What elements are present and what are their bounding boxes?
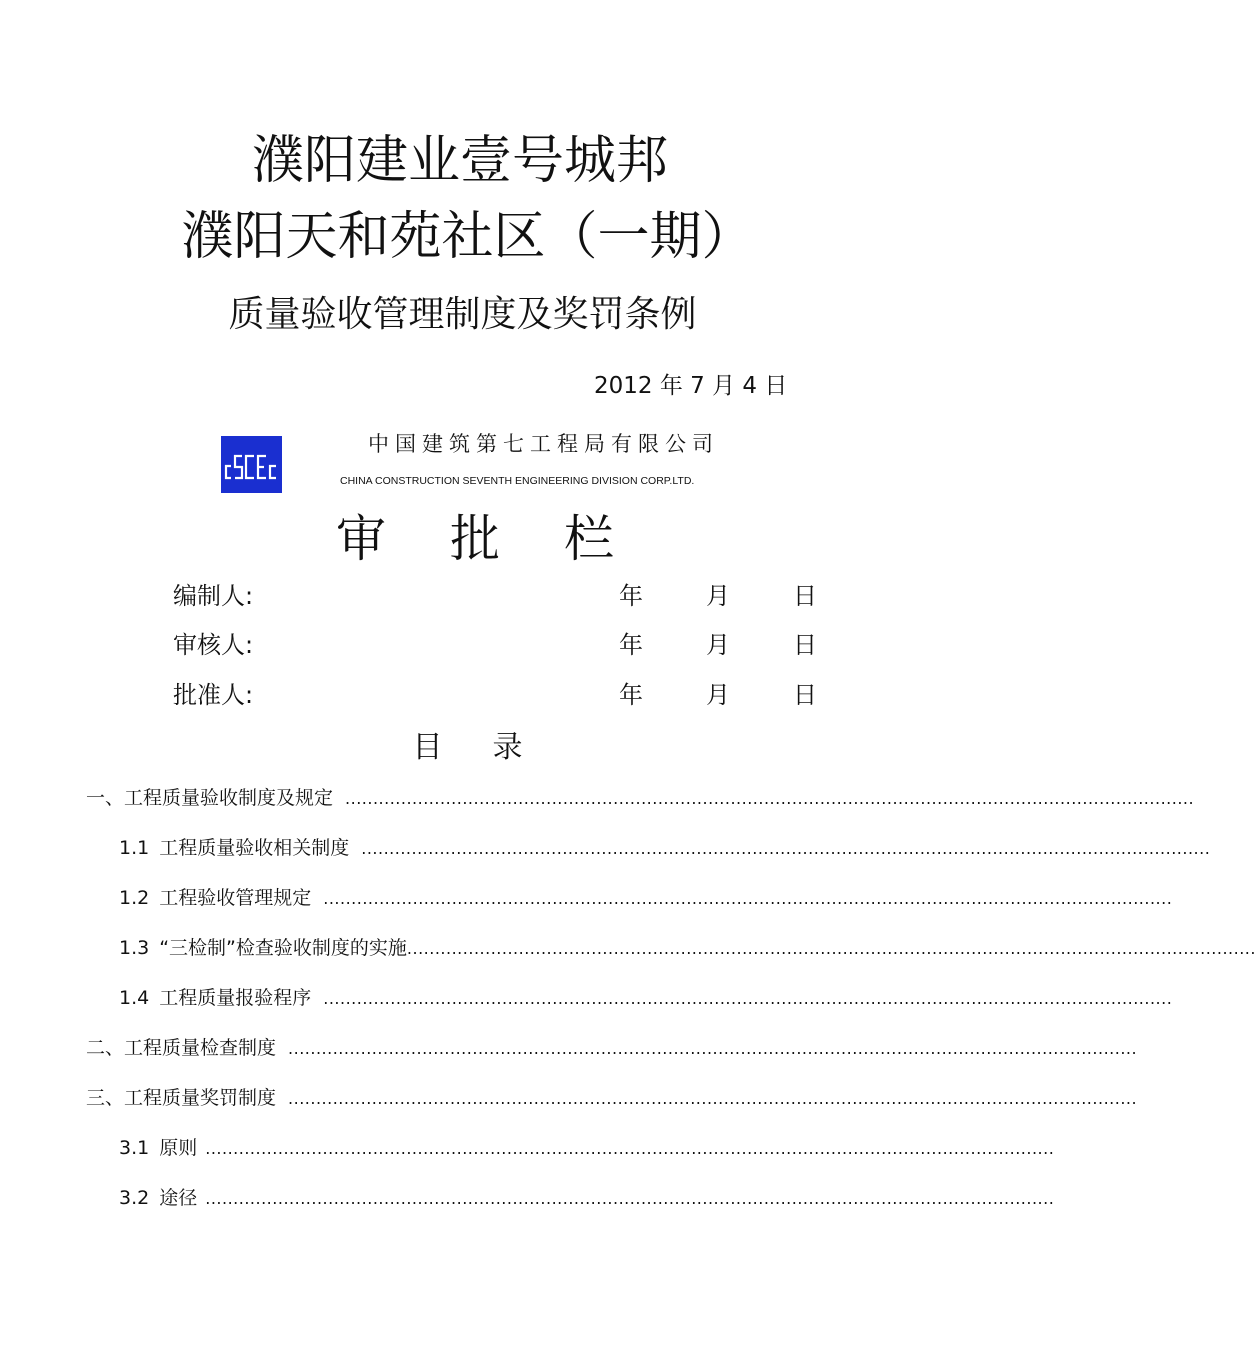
toc-leader-dots: ........................................................................................................................................................ — [205, 1139, 1055, 1158]
approval-row-label: 批准人: — [173, 681, 254, 709]
toc-item-number: 1.3 — [119, 937, 150, 959]
toc-leader-dots: ........................................................................................................................................................ — [323, 889, 1173, 908]
cscec-logo-icon — [221, 436, 282, 493]
approval-heading-char: 栏 — [564, 510, 614, 568]
toc-leader-dots: ........................................................................................................................................................ — [345, 789, 1195, 808]
toc-item[interactable] — [86, 1085, 1138, 1112]
approval-row-month: 月 — [706, 582, 730, 610]
toc-item-label: 途径 — [159, 1187, 198, 1209]
approval-row-day: 日 — [793, 631, 817, 659]
company-name-cn: 中国建筑第七工程局有限公司 — [368, 432, 719, 456]
approval-row-year: 年 — [619, 681, 643, 709]
cover-date: 2012 年 7 月 4 日 — [594, 373, 788, 399]
approval-row-label: 审核人: — [173, 631, 254, 659]
approval-row-day: 日 — [793, 681, 817, 709]
toc-item[interactable] — [119, 885, 1173, 912]
toc-item-label: “三检制”检查验收制度的实施 — [159, 937, 407, 959]
toc-item-label: 工程验收管理规定 — [159, 887, 312, 909]
toc-item-label: 一、工程质量验收制度及规定 — [86, 787, 334, 809]
approval-row-year: 年 — [619, 631, 643, 659]
cover-subtitle: 质量验收管理制度及奖罚条例 — [228, 294, 697, 335]
toc-item[interactable] — [119, 1135, 1055, 1162]
toc-leader-dots: ........................................................................................................................................................ — [205, 1189, 1055, 1208]
approval-heading-char: 审 — [336, 510, 386, 568]
cover-title-line1: 濮阳建业壹号城邦 — [251, 131, 668, 191]
toc-item-number: 1.4 — [119, 987, 150, 1009]
toc-item[interactable] — [86, 1035, 1138, 1062]
toc-item[interactable] — [119, 835, 1211, 862]
toc-item-number: 1.1 — [119, 837, 150, 859]
toc-heading-char: 目 — [412, 730, 443, 765]
toc-leader-dots: ........................................................................................................................................................ — [288, 1039, 1138, 1058]
toc-leader-dots: ........................................................................................................................................................ — [323, 989, 1173, 1008]
toc-item-label: 工程质量验收相关制度 — [159, 837, 350, 859]
cover-title-line2: 濮阳天和苑社区（一期） — [181, 207, 754, 267]
company-name-en: CHINA CONSTRUCTION SEVENTH ENGINEERING DIVISION CORP.LTD. — [340, 475, 695, 487]
toc-item[interactable] — [86, 785, 1195, 812]
approval-row-year: 年 — [619, 582, 643, 610]
approval-heading-char: 批 — [450, 510, 500, 568]
toc-item-label: 原则 — [159, 1137, 198, 1159]
toc-heading — [0, 728, 935, 768]
toc-item-number: 1.2 — [119, 887, 150, 909]
approval-row-month: 月 — [706, 681, 730, 709]
toc-leader-dots: ........................................................................................................................................................ — [288, 1089, 1138, 1108]
toc-item-number: 3.1 — [119, 1137, 150, 1159]
toc-item-label: 工程质量报验程序 — [159, 987, 312, 1009]
toc-item[interactable] — [119, 935, 1256, 962]
toc-item[interactable] — [119, 1185, 1055, 1212]
toc-leader-dots: ........................................................................................................................................................ — [361, 839, 1211, 858]
approval-row-day: 日 — [793, 582, 817, 610]
toc-heading-char: 录 — [492, 730, 523, 765]
approval-row-month: 月 — [706, 631, 730, 659]
approval-row-label: 编制人: — [173, 582, 254, 610]
toc-item-label: 三、工程质量奖罚制度 — [86, 1087, 277, 1109]
toc-item-number: 3.2 — [119, 1187, 150, 1209]
toc-item-label: 二、工程质量检查制度 — [86, 1037, 277, 1059]
toc-item[interactable] — [119, 985, 1173, 1012]
approval-heading — [0, 505, 950, 573]
toc-leader-dots: ........................................................................................................................................................ — [406, 939, 1256, 958]
